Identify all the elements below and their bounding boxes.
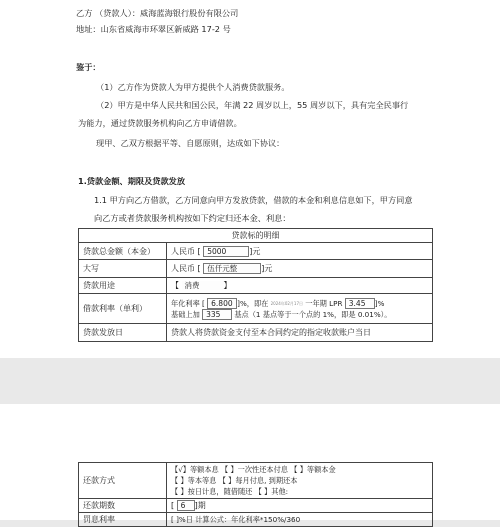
penalty-value: [ ]%日 计算公式：年化利率*150%/360 bbox=[167, 513, 433, 527]
periods-label: 还款期数 bbox=[79, 499, 167, 513]
disburse-value: 贷款人将贷款资金支付至本合同约定的指定收款账户当日 bbox=[167, 324, 433, 342]
periods-field[interactable]: 6 bbox=[177, 500, 195, 511]
bp-field[interactable]: 335 bbox=[202, 309, 232, 320]
amount-field[interactable]: 5000 bbox=[203, 246, 249, 257]
clause-1: （1）乙方作为贷款人为甲方提供个人消费贷款服务。 bbox=[96, 82, 290, 92]
table-row bbox=[79, 229, 433, 243]
repay-method-options bbox=[167, 463, 433, 499]
purpose-cell: 【 消费 】 bbox=[167, 278, 433, 294]
amount-label: 贷款总金额（本金） bbox=[79, 243, 167, 260]
penalty-label: 罚息利率 bbox=[79, 513, 167, 527]
disburse-label: 贷款发放日 bbox=[79, 324, 167, 342]
address-line bbox=[76, 24, 231, 35]
upper-amount-field[interactable]: 伍仟元整 bbox=[203, 263, 261, 274]
party-b-value: 威海蓝海银行股份有限公司 bbox=[140, 8, 239, 18]
table-row bbox=[79, 243, 433, 260]
rate-cell: 年化利率 [ 6.800 ]%，即在 $^{2024年02月17日}$ 一年期 LPR 3.45 ]% 基础上加 335 基点（1 基点等于一个点的 1%，即是 0.01%）。 bbox=[167, 294, 433, 324]
whereas-title: 鉴于： bbox=[76, 62, 101, 72]
table-row bbox=[79, 294, 433, 324]
party-b-line bbox=[76, 8, 238, 19]
clause-2-line-2: 为能力，通过贷款服务机构向乙方申请借款。 bbox=[78, 118, 242, 128]
clause-2-line-1: （2）甲方是中华人民共和国公民，年满 22 周岁以上，55 周岁以下，具有完全民事行 bbox=[96, 100, 409, 110]
purpose-field[interactable]: 消费 bbox=[182, 281, 224, 290]
repay-options-row-3[interactable]: 【 】按日计息，随借随还 【 】其他: bbox=[171, 487, 289, 496]
upper-amount-label: 大写 bbox=[79, 260, 167, 278]
agreement-intro: 现甲、乙双方根据平等、自愿原则，达成如下协议： bbox=[96, 138, 285, 148]
section-1-title: 1.贷款金额、期限及贷款发放 bbox=[78, 176, 186, 186]
lpr-field[interactable]: 3.45 bbox=[345, 298, 375, 309]
repayment-table bbox=[78, 462, 433, 527]
table-row bbox=[79, 499, 433, 513]
party-b-label: 乙方 （贷款人）： bbox=[76, 8, 141, 18]
document-page-2 bbox=[0, 404, 500, 524]
date-stamp: 2024年02月17日 bbox=[270, 300, 303, 306]
repay-options-row-1[interactable]: 【√】等额本息 【 】一次性还本付息 【 】等额本金 bbox=[171, 465, 336, 474]
repay-options-row-2[interactable]: 【 】等本等息 【 】每月付息, 到期还本 bbox=[171, 476, 298, 485]
rate-label: 借款利率（单利） bbox=[79, 294, 167, 324]
table-row bbox=[79, 463, 433, 499]
upper-amount-cell: 人民币 [ 伍仟元整 ]元 bbox=[167, 260, 433, 278]
table-row bbox=[79, 324, 433, 342]
amount-cell: 人民币 [ 5000 ]元 bbox=[167, 243, 433, 260]
address-label: 地址： bbox=[76, 24, 101, 34]
repay-method-label: 还款方式 bbox=[79, 463, 167, 499]
section-1-1-line-1: 1.1 甲方向乙方借款，乙方同意向甲方发放贷款，借款的本金和利息信息如下，甲方同意 bbox=[94, 195, 413, 205]
table-row bbox=[79, 260, 433, 278]
purpose-label: 贷款用途 bbox=[79, 278, 167, 294]
address-value: 山东省威海市环翠区新威路 17-2 号 bbox=[100, 24, 231, 34]
loan-detail-table bbox=[78, 228, 433, 342]
section-1-1-line-2: 向乙方或者贷款服务机构按如下约定归还本金、利息： bbox=[94, 213, 291, 223]
table-caption: 贷款标的明细 bbox=[79, 229, 433, 243]
rate-field[interactable]: 6.800 bbox=[207, 298, 237, 309]
table-row bbox=[79, 278, 433, 294]
periods-cell: [ 6 ]期 bbox=[167, 499, 433, 513]
